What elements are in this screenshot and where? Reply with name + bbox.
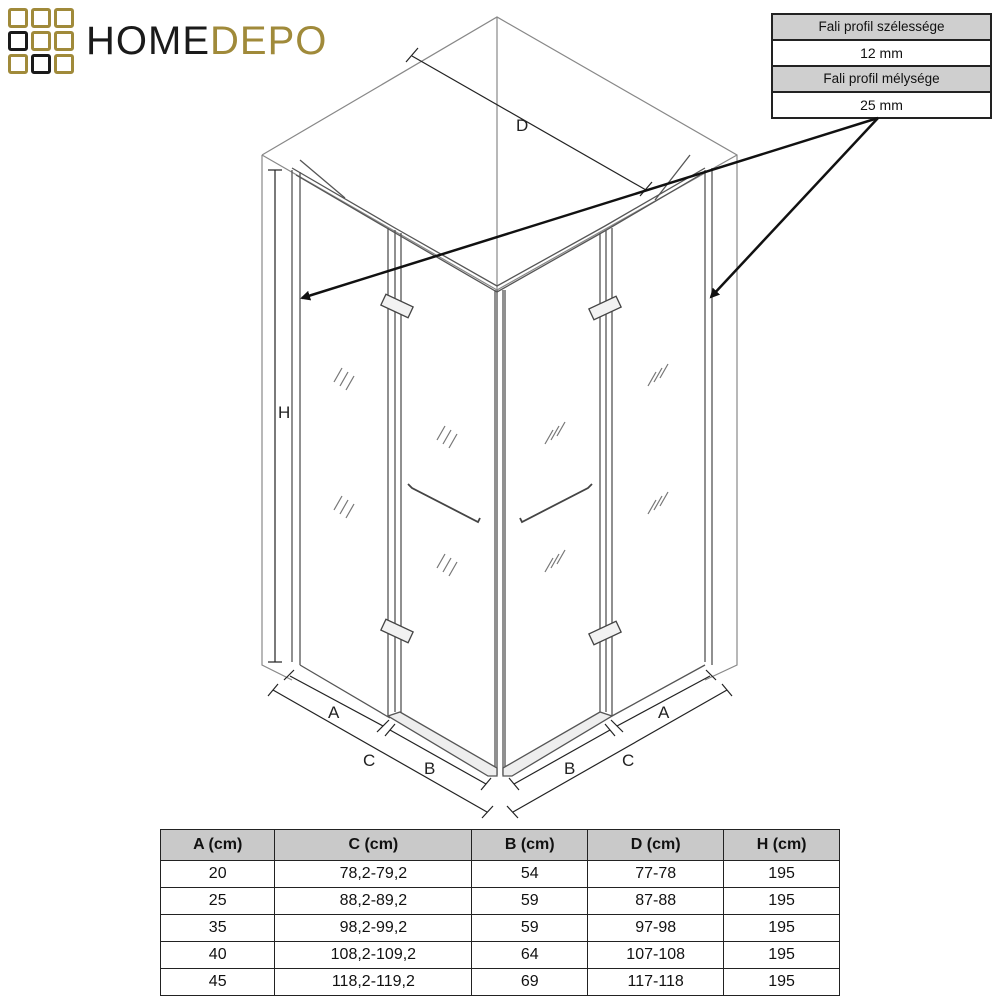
table-cell: 25	[161, 888, 275, 915]
spec-pointer-arrows	[302, 118, 878, 298]
table-row	[161, 969, 840, 996]
table-cell: 97-98	[588, 915, 724, 942]
table-cell: 195	[724, 861, 840, 888]
column-header-b: B (cm)	[472, 830, 588, 861]
profile-width-label: Fali profil szélessége	[773, 15, 990, 41]
table-cell: 117-118	[588, 969, 724, 996]
profile-depth-value: 25 mm	[860, 97, 903, 113]
left-wall-profile	[292, 170, 300, 665]
table-cell: 98,2-99,2	[275, 915, 472, 942]
table-row	[161, 888, 840, 915]
wall-outline	[262, 17, 737, 680]
table-cell: 59	[472, 888, 588, 915]
table-cell: 195	[724, 942, 840, 969]
glass-reflection-marks	[334, 364, 668, 576]
brand-name-depo: DEPO	[210, 19, 328, 63]
profile-depth-label: Fali profil mélysége	[773, 67, 990, 93]
column-header-h: H (cm)	[724, 830, 840, 861]
door-handle-icons	[408, 484, 592, 522]
right-fixed-panel	[612, 228, 705, 716]
dimension-h-label: H	[278, 403, 291, 422]
hinge-icons	[381, 294, 621, 645]
column-header-a: A (cm)	[161, 830, 275, 861]
left-fixed-panel	[300, 228, 390, 718]
column-header-c: C (cm)	[275, 830, 472, 861]
bottom-threshold	[388, 712, 612, 776]
column-header-d: D (cm)	[588, 830, 724, 861]
table-header-row	[161, 830, 840, 861]
table-cell: 45	[161, 969, 275, 996]
table-cell: 107-108	[588, 942, 724, 969]
table-cell: 118,2-119,2	[275, 969, 472, 996]
brand-name-home: HOME	[86, 19, 210, 63]
table-cell: 88,2-89,2	[275, 888, 472, 915]
dimension-c-right-label: C	[622, 751, 635, 770]
table-cell: 40	[161, 942, 275, 969]
corner-post	[497, 290, 503, 775]
table-cell: 195	[724, 915, 840, 942]
table-row	[161, 915, 840, 942]
table-cell: 108,2-109,2	[275, 942, 472, 969]
right-wall-profile	[705, 168, 712, 665]
table-cell: 54	[472, 861, 588, 888]
dimension-d-label: D	[516, 116, 529, 135]
dimension-c-left-label: C	[363, 751, 376, 770]
top-frame	[292, 155, 705, 292]
table-cell: 195	[724, 969, 840, 996]
dimension-b-left-label: B	[424, 759, 436, 778]
table-cell: 35	[161, 915, 275, 942]
table-cell: 64	[472, 942, 588, 969]
dimension-a-left-label: A	[328, 703, 340, 722]
table-cell: 69	[472, 969, 588, 996]
table-cell: 20	[161, 861, 275, 888]
dimension-a-right-label: A	[658, 703, 670, 722]
profile-width-value: 12 mm	[773, 41, 990, 67]
table-row	[161, 861, 840, 888]
table-row	[161, 942, 840, 969]
table-cell: 195	[724, 888, 840, 915]
dimensions-table	[160, 829, 840, 996]
dimension-b-right-label: B	[564, 759, 576, 778]
table-cell: 59	[472, 915, 588, 942]
table-cell: 77-78	[588, 861, 724, 888]
table-cell: 78,2-79,2	[275, 861, 472, 888]
table-cell: 87-88	[588, 888, 724, 915]
